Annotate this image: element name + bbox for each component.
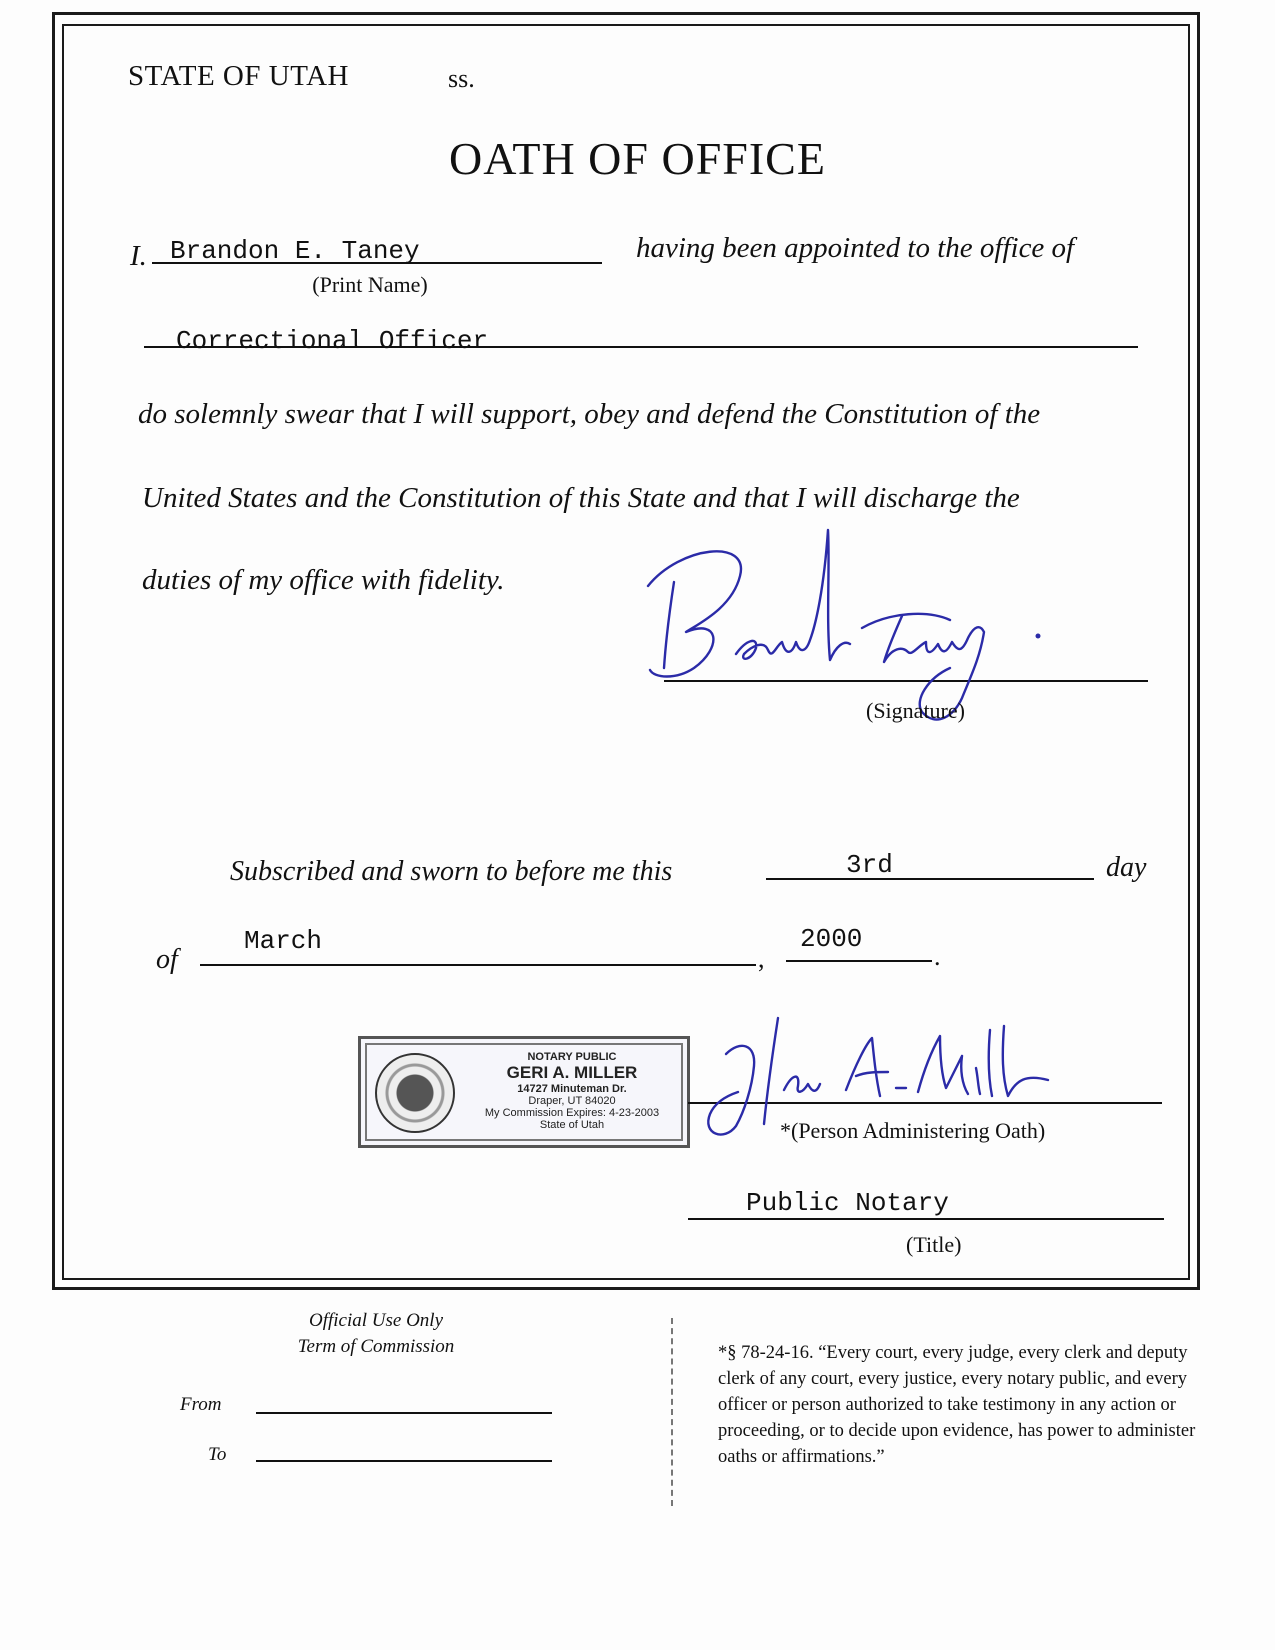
state-seal-icon	[375, 1053, 455, 1133]
month-value[interactable]: March	[244, 926, 323, 956]
stamp-line-4: Draper, UT 84020	[528, 1095, 616, 1107]
day-value[interactable]: 3rd	[846, 850, 893, 880]
oath-line-2: United States and the Constitution of this State and that I will discharge the	[142, 482, 1020, 514]
official-use-heading: Official Use Only	[308, 1310, 444, 1331]
title-line	[688, 1218, 1164, 1220]
state-heading: STATE OF UTAH	[128, 60, 349, 92]
i-prefix: I.	[130, 240, 147, 272]
to-label: To	[208, 1444, 227, 1465]
print-name-caption: (Print Name)	[312, 272, 428, 297]
print-name-value[interactable]: Brandon E. Taney	[170, 236, 420, 266]
term-of-commission-heading: Term of Commission	[297, 1336, 455, 1357]
of-label: of	[156, 944, 178, 975]
subscribed-text: Subscribed and sworn to before me this	[230, 856, 673, 887]
day-label: day	[1106, 852, 1147, 883]
page-title: OATH OF OFFICE	[449, 133, 826, 184]
year-value[interactable]: 2000	[800, 924, 863, 954]
notary-stamp	[358, 1036, 690, 1148]
stamp-line-6: State of Utah	[539, 1119, 605, 1131]
title-value[interactable]: Public Notary	[746, 1188, 949, 1218]
month-line	[200, 964, 756, 966]
comma-mark: ,	[758, 944, 765, 973]
column-divider	[671, 1318, 673, 1506]
stamp-line-3: 14727 Minuteman Dr.	[517, 1083, 627, 1095]
stamp-line-2: GERI A. MILLER	[506, 1063, 638, 1082]
title-caption: (Title)	[906, 1232, 962, 1257]
appointed-text: having been appointed to the office of	[636, 232, 1075, 264]
stamp-line-1: NOTARY PUBLIC	[527, 1051, 617, 1063]
office-value[interactable]: Correctional Officer	[176, 326, 489, 356]
statute-footnote: *§ 78-24-16. “Every court, every judge, every clerk and deputy clerk of any court, every justice, every notary public, and every officer or person authorized to take testimony in any action or proceeding, or to decide upon evidence, has power to administer oaths or affirmations.”	[718, 1343, 1196, 1467]
oath-line-3: duties of my office with fidelity.	[142, 564, 505, 596]
from-line[interactable]	[256, 1412, 552, 1414]
to-line[interactable]	[256, 1460, 552, 1462]
from-label: From	[180, 1394, 222, 1415]
oath-line-1: do solemnly swear that I will support, obey and defend the Constitution of the	[138, 398, 1041, 430]
stamp-line-5: My Commission Expires: 4-23-2003	[484, 1107, 660, 1119]
year-line	[786, 960, 932, 962]
period-mark: .	[934, 942, 941, 971]
signature-caption: (Signature)	[866, 698, 965, 723]
ss-label: ss.	[448, 64, 475, 93]
administrator-caption: *(Person Administering Oath)	[780, 1118, 1046, 1143]
signature-image	[640, 528, 1060, 738]
day-line	[766, 878, 1094, 880]
